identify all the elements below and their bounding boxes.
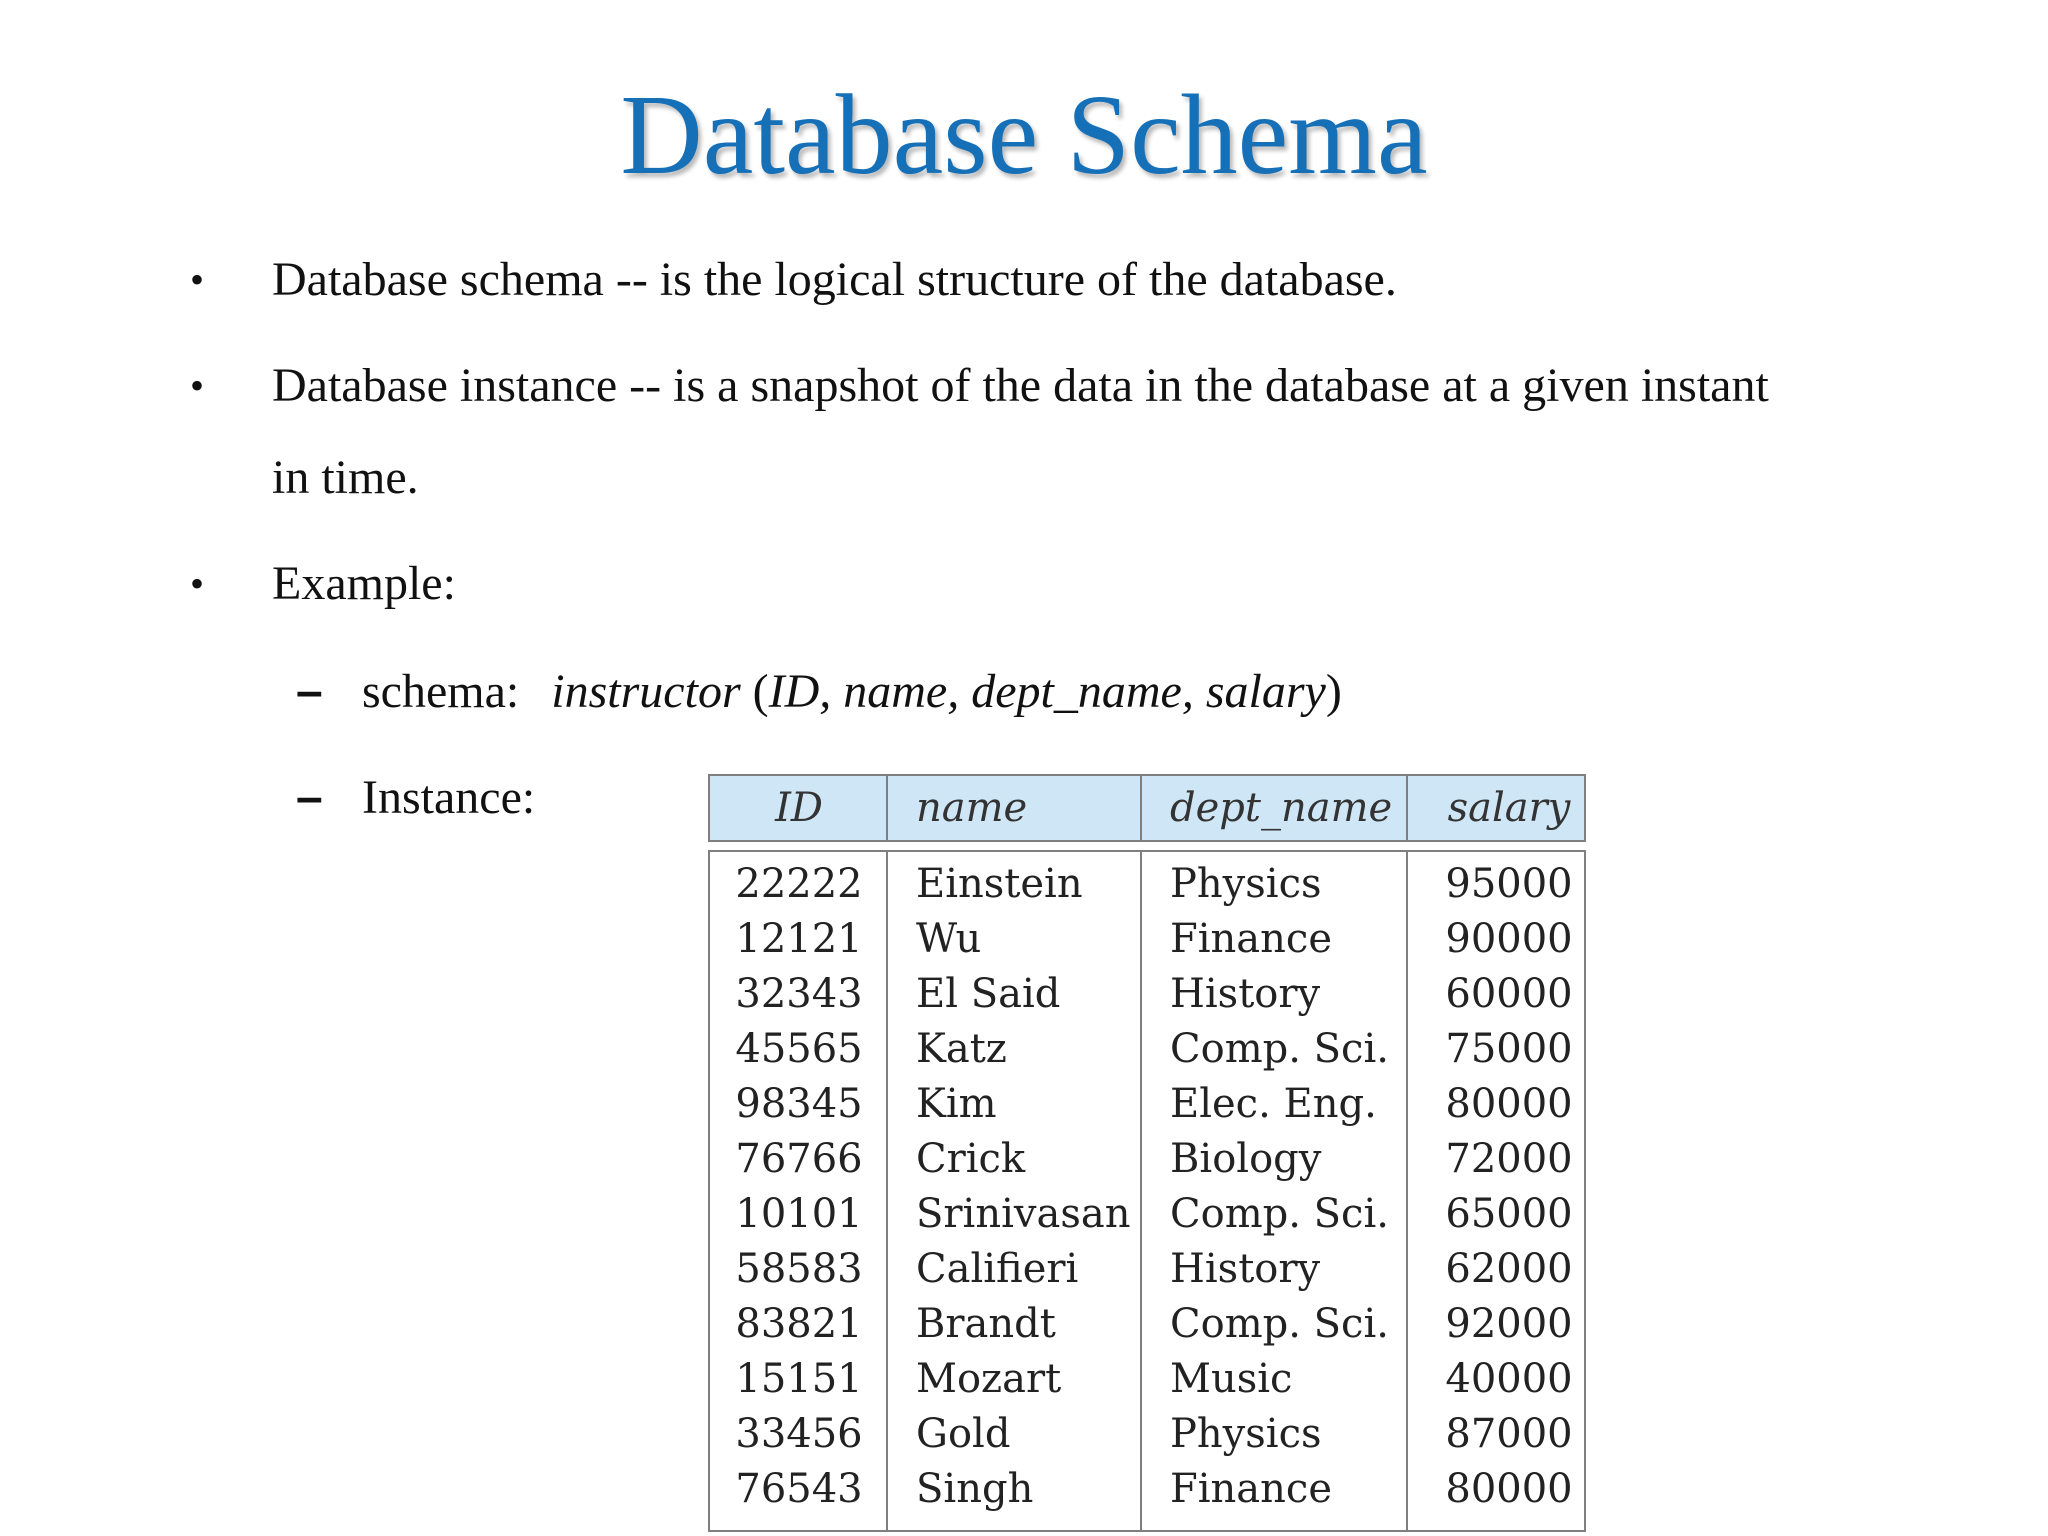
header-name: name xyxy=(916,785,1028,831)
cell-id: 32343 xyxy=(735,971,863,1017)
table-row xyxy=(710,1297,1584,1352)
table-header xyxy=(708,774,1586,842)
cell-dept-name: Comp. Sci. xyxy=(1170,1026,1389,1072)
header-dept-name: dept_name xyxy=(1170,785,1393,831)
cell-salary: 80000 xyxy=(1445,1081,1573,1127)
table-row xyxy=(710,857,1584,912)
cell-name: Singh xyxy=(916,1466,1034,1512)
cell-name: Mozart xyxy=(916,1356,1062,1402)
schema-attributes: ID, name, dept_name, salary xyxy=(768,665,1326,718)
sub-bullet-dash: – xyxy=(296,665,323,718)
bullet-text: Database instance -- is a snapshot of the data in the database at a given instant in time. xyxy=(272,359,1769,504)
cell-dept-name: Finance xyxy=(1170,916,1332,962)
cell-id: 22222 xyxy=(735,861,863,907)
cell-dept-name: Physics xyxy=(1170,861,1322,907)
bullet-dot: • xyxy=(190,561,205,606)
bullet-text: Example: xyxy=(272,557,456,610)
cell-name: Crick xyxy=(916,1136,1026,1182)
cell-salary: 75000 xyxy=(1445,1026,1573,1072)
sub-bullet-dash: – xyxy=(296,771,323,824)
cell-dept-name: Elec. Eng. xyxy=(1170,1081,1377,1127)
cell-salary: 72000 xyxy=(1445,1136,1573,1182)
cell-id: 45565 xyxy=(735,1026,863,1072)
bullet-dot: • xyxy=(190,257,205,302)
cell-dept-name: History xyxy=(1170,1246,1321,1292)
bullet-item xyxy=(0,250,2048,310)
cell-salary: 92000 xyxy=(1445,1301,1573,1347)
cell-name: Srinivasan xyxy=(916,1191,1131,1237)
cell-id: 10101 xyxy=(735,1191,863,1237)
schema-open-paren: ( xyxy=(752,665,769,718)
schema-label: schema: xyxy=(362,665,520,718)
cell-salary: 65000 xyxy=(1445,1191,1573,1237)
cell-id: 15151 xyxy=(735,1356,863,1402)
table-row xyxy=(710,1132,1584,1187)
table-row xyxy=(710,1187,1584,1242)
table-row xyxy=(710,1022,1584,1077)
bullet-text: Database schema -- is the logical structure of the database. xyxy=(272,253,1397,306)
bullet-item xyxy=(0,554,2048,614)
table-row xyxy=(710,967,1584,1022)
cell-name: Wu xyxy=(916,916,982,962)
cell-dept-name: Music xyxy=(1170,1356,1293,1402)
table-row xyxy=(710,1242,1584,1297)
schema-close-paren: ) xyxy=(1325,665,1342,718)
slide-title: Database Schema xyxy=(620,71,1428,198)
schema-line xyxy=(362,662,1342,722)
schema-definition xyxy=(551,665,1342,718)
cell-id: 12121 xyxy=(735,916,863,962)
bullet-dot: • xyxy=(190,363,205,408)
table-row xyxy=(710,1407,1584,1462)
header-salary: salary xyxy=(1447,785,1571,831)
cell-dept-name: Comp. Sci. xyxy=(1170,1301,1389,1347)
cell-id: 98345 xyxy=(735,1081,863,1127)
cell-id: 83821 xyxy=(735,1301,863,1347)
cell-dept-name: Comp. Sci. xyxy=(1170,1191,1389,1237)
cell-name: Brandt xyxy=(916,1301,1056,1347)
cell-dept-name: History xyxy=(1170,971,1321,1017)
instance-label: Instance: xyxy=(362,771,536,824)
cell-name: Gold xyxy=(916,1411,1011,1457)
cell-id: 33456 xyxy=(735,1411,863,1457)
cell-name: Califieri xyxy=(916,1246,1079,1292)
cell-salary: 95000 xyxy=(1445,861,1573,907)
cell-salary: 62000 xyxy=(1445,1246,1573,1292)
cell-name: Kim xyxy=(916,1081,997,1127)
cell-salary: 60000 xyxy=(1445,971,1573,1017)
cell-name: Einstein xyxy=(916,861,1083,907)
cell-salary: 80000 xyxy=(1445,1466,1573,1512)
table-row xyxy=(710,1077,1584,1132)
header-id: ID xyxy=(775,785,823,831)
cell-name: Katz xyxy=(916,1026,1007,1072)
table-row xyxy=(710,1462,1584,1517)
cell-dept-name: Biology xyxy=(1170,1136,1322,1182)
cell-salary: 90000 xyxy=(1445,916,1573,962)
cell-id: 58583 xyxy=(735,1246,863,1292)
cell-dept-name: Physics xyxy=(1170,1411,1322,1457)
table-body xyxy=(708,850,1586,1532)
cell-id: 76543 xyxy=(735,1466,863,1512)
table-row xyxy=(710,912,1584,967)
cell-dept-name: Finance xyxy=(1170,1466,1332,1512)
table-row xyxy=(710,1352,1584,1407)
cell-salary: 40000 xyxy=(1445,1356,1573,1402)
bullet-item xyxy=(0,356,2048,506)
cell-id: 76766 xyxy=(735,1136,863,1182)
cell-name: El Said xyxy=(916,971,1061,1017)
cell-salary: 87000 xyxy=(1445,1411,1573,1457)
schema-relation-name: instructor xyxy=(551,665,741,718)
